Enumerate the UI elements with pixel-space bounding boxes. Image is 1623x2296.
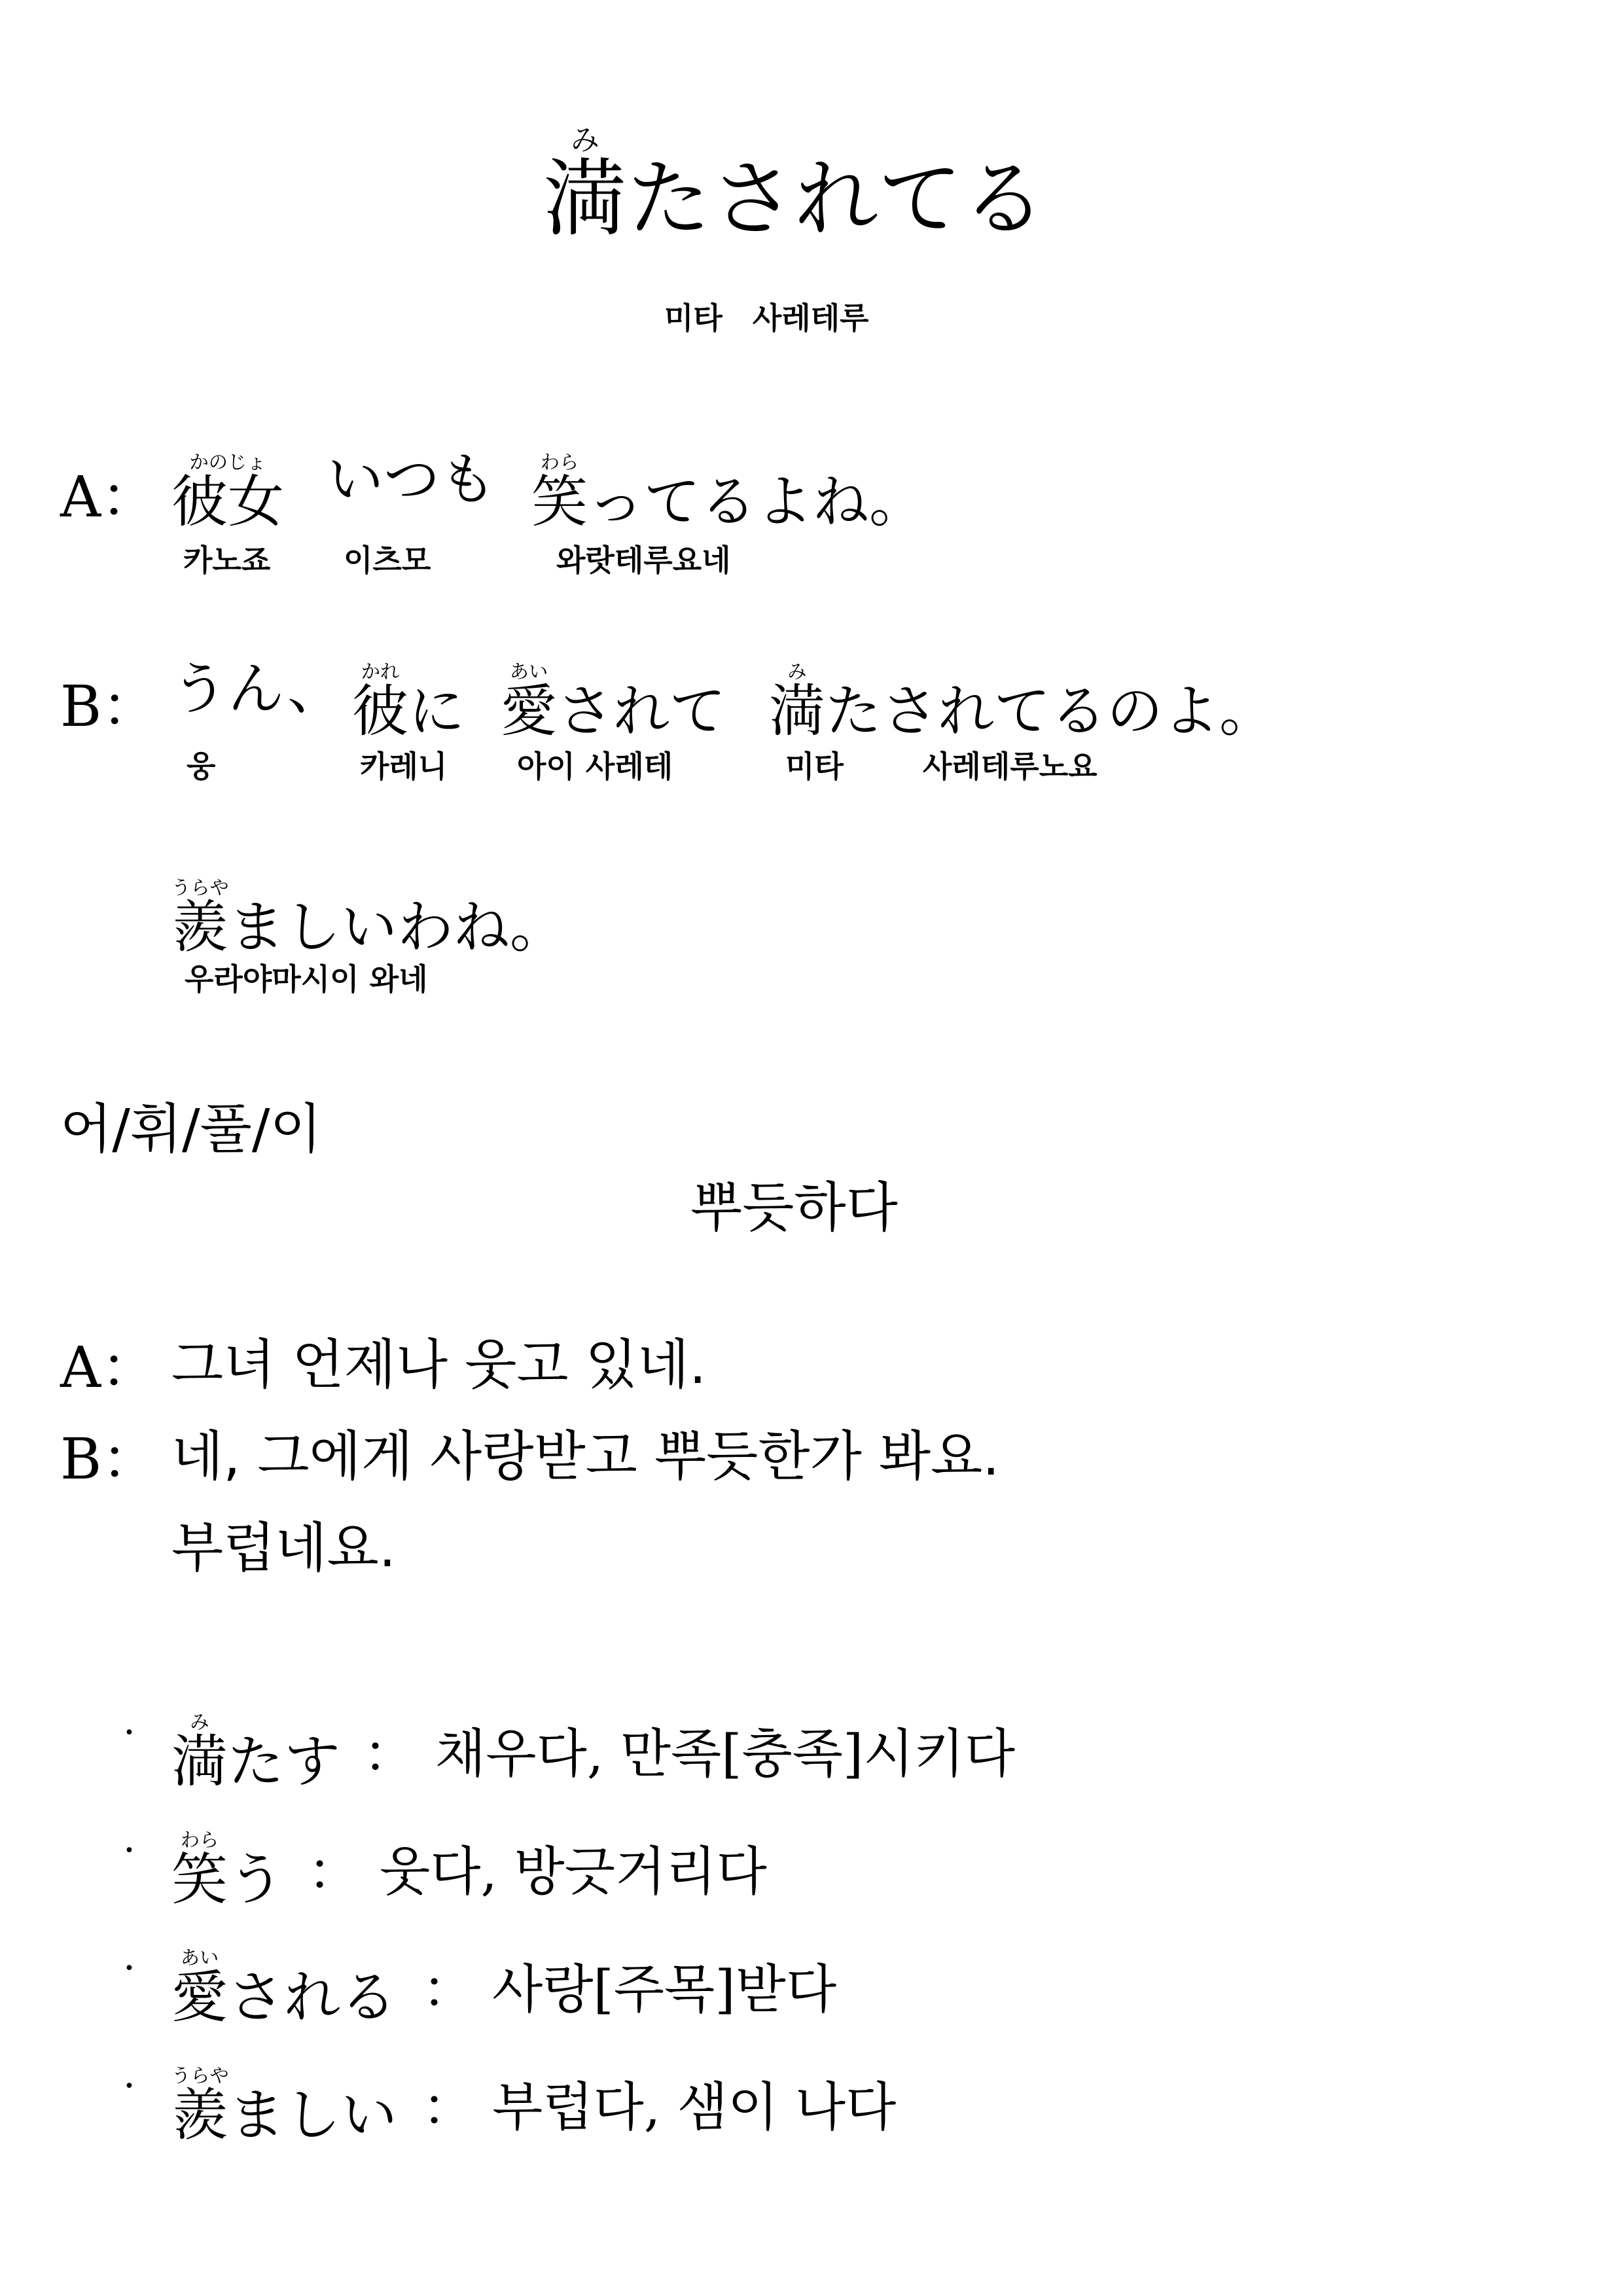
vocab-word-3: 愛あいされる xyxy=(171,1946,397,2030)
vocab-meaning-4: 부럽다, 샘이 나다 xyxy=(492,2077,897,2138)
vocab-bullet-4: · xyxy=(123,2063,136,2109)
vocab-heading: 어/휘/풀/이 xyxy=(60,1098,322,1160)
key-word: 뿌듯하다 xyxy=(690,1177,898,1239)
b-pron-2: 카레니 xyxy=(360,749,448,784)
c-pron-1: 우라야마시이 와네 xyxy=(185,961,428,997)
vocab-sep-1: ： xyxy=(363,1723,416,1784)
translation-b1: 네, 그에게 사랑받고 뿌듯한가 봐요. xyxy=(171,1426,1000,1488)
page-title: 満みたされてる xyxy=(543,124,1046,248)
translation-b2: 부럽네요. xyxy=(171,1517,396,1579)
vocab-bullet-2: · xyxy=(123,1827,136,1873)
a-pron-3: 와랏테루요네 xyxy=(556,543,731,578)
c-word-1: 羨うらやましいわね。 xyxy=(171,876,566,960)
a-word-3: 笑わらってるよね。 xyxy=(531,451,925,535)
speaker-a-label: A： xyxy=(60,465,158,530)
vocab-word-2: 笑わらう xyxy=(171,1829,284,1912)
b-word-2: 彼かれに xyxy=(352,660,465,744)
title-kanji: 満み xyxy=(543,124,628,248)
speaker-b-label: B： xyxy=(60,674,158,740)
vocab-meaning-2: 웃다, 방긋거리다 xyxy=(380,1841,767,1902)
vocab-meaning-3: 사랑[주목]받다 xyxy=(492,1959,837,2020)
vocab-bullet-1: · xyxy=(123,1710,136,1755)
a-pron-1: 카노죠 xyxy=(183,543,271,578)
b-word-1: うん、 xyxy=(171,656,344,722)
vocab-word-4: 羨うらやましい xyxy=(171,2064,397,2148)
a-word-2: いつも xyxy=(327,447,496,512)
title-pronunciation: 미타 사레테루 xyxy=(664,300,869,336)
b-word-3: 愛あいされて xyxy=(501,660,726,744)
a-pron-2: 이츠모 xyxy=(344,543,431,578)
b-pron-4: 미타 xyxy=(785,749,844,784)
translation-b-label: B： xyxy=(60,1427,158,1492)
vocab-bullet-3: · xyxy=(123,1945,136,1991)
b-pron-5: 사레테루노요 xyxy=(923,749,1097,784)
vocab-sep-2: ： xyxy=(308,1841,360,1902)
b-pron-3: 아이 사레테 xyxy=(517,749,673,784)
b-word-4: 満みたされてるのよ。 xyxy=(769,660,1275,744)
vocab-sep-4: ： xyxy=(422,2077,474,2138)
b-pron-1: 웅 xyxy=(187,749,216,784)
vocab-sep-3: ： xyxy=(422,1959,474,2020)
a-word-1: 彼女かのじょ xyxy=(171,451,284,535)
vocab-meaning-1: 채우다, 만족[충족]시키다 xyxy=(435,1723,1016,1784)
vocab-word-1: 満みたす xyxy=(171,1711,340,1795)
translation-a-label: A： xyxy=(60,1335,158,1401)
translation-a: 그녀 언제나 웃고 있네. xyxy=(171,1334,707,1396)
